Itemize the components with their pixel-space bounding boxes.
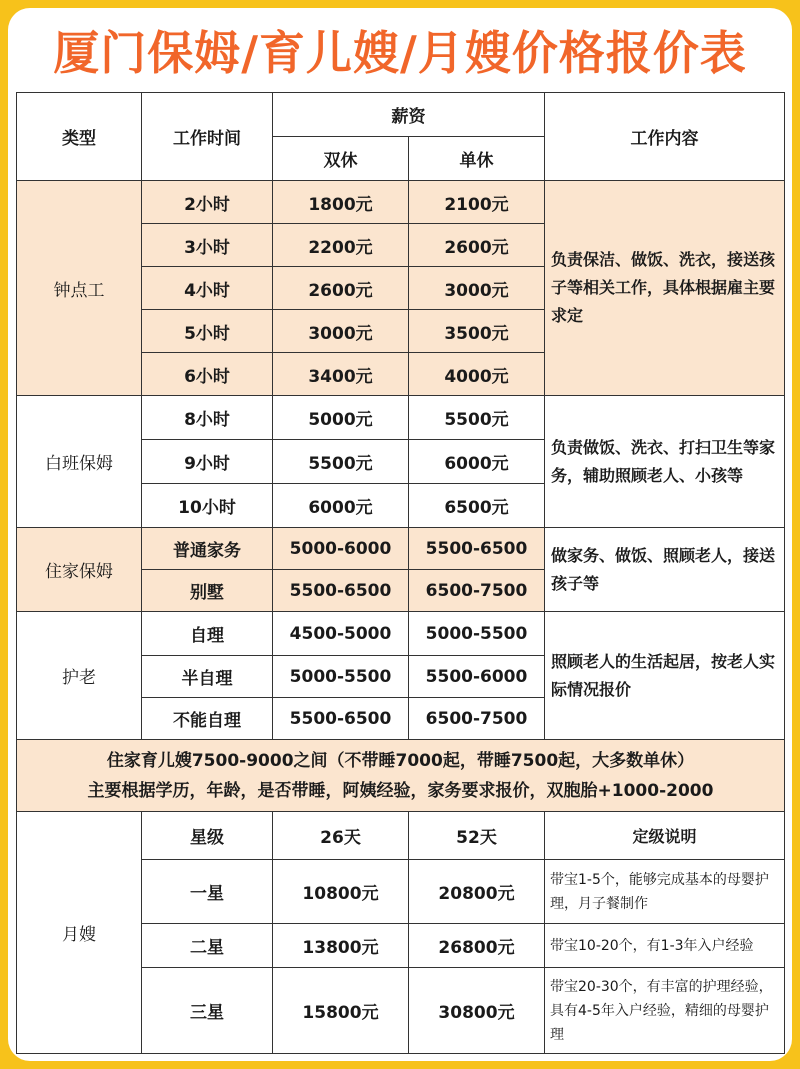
nanny-note-line1: 住家育儿嫂7500-9000之间（不带睡7000起，带睡7500起，大多数单休） — [106, 750, 695, 771]
price-table — [16, 92, 785, 1054]
double-rest-cell: 5000-5500 — [273, 656, 409, 698]
double-rest-cell: 5000元 — [273, 396, 409, 440]
double-rest-cell: 5000-6000 — [273, 528, 409, 570]
header-type: 类型 — [17, 93, 142, 181]
desc-cell: 带宝10-20个，有1-3年入户经验 — [545, 924, 785, 968]
content-elderly: 照顾老人的生活起居，按老人实际情况报价 — [545, 612, 785, 740]
content-hourly: 负责保洁、做饭、洗衣，接送孩子等相关工作，具体根据雇主要求定 — [545, 181, 785, 396]
time-cell: 2小时 — [142, 181, 273, 224]
single-rest-cell: 3500元 — [409, 310, 545, 353]
header-26-days: 26天 — [273, 812, 409, 860]
header-content: 工作内容 — [545, 93, 785, 181]
price-52-cell: 20800元 — [409, 860, 545, 924]
header-row — [17, 93, 785, 137]
level-cell: 一星 — [142, 860, 273, 924]
maternity-header-row — [17, 812, 785, 860]
double-rest-cell: 5500元 — [273, 440, 409, 484]
double-rest-cell: 1800元 — [273, 181, 409, 224]
double-rest-cell: 5500-6500 — [273, 698, 409, 740]
time-cell: 6小时 — [142, 353, 273, 396]
type-daytime: 白班保姆 — [17, 396, 142, 528]
time-cell: 别墅 — [142, 570, 273, 612]
single-rest-cell: 2100元 — [409, 181, 545, 224]
table-row — [17, 612, 785, 656]
level-cell: 二星 — [142, 924, 273, 968]
time-cell: 自理 — [142, 612, 273, 656]
single-rest-cell: 6000元 — [409, 440, 545, 484]
double-rest-cell: 3400元 — [273, 353, 409, 396]
double-rest-cell: 6000元 — [273, 484, 409, 528]
double-rest-cell: 5500-6500 — [273, 570, 409, 612]
time-cell: 5小时 — [142, 310, 273, 353]
desc-cell: 带宝1-5个，能够完成基本的母婴护理，月子餐制作 — [545, 860, 785, 924]
nanny-note — [17, 740, 785, 812]
price-52-cell: 26800元 — [409, 924, 545, 968]
desc-cell: 带宝20-30个，有丰富的护理经验，具有4-5年入户经验，精细的母婴护理 — [545, 968, 785, 1054]
time-cell: 不能自理 — [142, 698, 273, 740]
page-title: 厦门保姆/育儿嫂/月嫂价格报价表 — [53, 26, 747, 80]
double-rest-cell: 2200元 — [273, 224, 409, 267]
type-maternity: 月嫂 — [17, 812, 142, 1054]
single-rest-cell: 6500-7500 — [409, 570, 545, 612]
content-livein: 做家务、做饭、照顾老人，接送孩子等 — [545, 528, 785, 612]
time-cell: 10小时 — [142, 484, 273, 528]
type-livein: 住家保姆 — [17, 528, 142, 612]
header-work-time: 工作时间 — [142, 93, 273, 181]
header-52-days: 52天 — [409, 812, 545, 860]
price-52-cell: 30800元 — [409, 968, 545, 1054]
single-rest-cell: 6500元 — [409, 484, 545, 528]
table-row — [17, 181, 785, 224]
time-cell: 9小时 — [142, 440, 273, 484]
type-elderly: 护老 — [17, 612, 142, 740]
type-hourly: 钟点工 — [17, 181, 142, 396]
time-cell: 普通家务 — [142, 528, 273, 570]
level-cell: 三星 — [142, 968, 273, 1054]
single-rest-cell: 4000元 — [409, 353, 545, 396]
double-rest-cell: 4500-5000 — [273, 612, 409, 656]
content-daytime: 负责做饭、洗衣、打扫卫生等家务，辅助照顾老人、小孩等 — [545, 396, 785, 528]
single-rest-cell: 5500元 — [409, 396, 545, 440]
price-26-cell: 10800元 — [273, 860, 409, 924]
nanny-note-row — [17, 740, 785, 812]
header-desc: 定级说明 — [545, 812, 785, 860]
header-level: 星级 — [142, 812, 273, 860]
header-single-rest: 单休 — [409, 137, 545, 181]
table-row — [17, 396, 785, 440]
price-26-cell: 15800元 — [273, 968, 409, 1054]
time-cell: 4小时 — [142, 267, 273, 310]
time-cell: 8小时 — [142, 396, 273, 440]
single-rest-cell: 5500-6500 — [409, 528, 545, 570]
header-double-rest: 双休 — [273, 137, 409, 181]
single-rest-cell: 2600元 — [409, 224, 545, 267]
price-26-cell: 13800元 — [273, 924, 409, 968]
header-salary: 薪资 — [273, 93, 545, 137]
price-sheet — [8, 8, 792, 1061]
double-rest-cell: 2600元 — [273, 267, 409, 310]
single-rest-cell: 3000元 — [409, 267, 545, 310]
single-rest-cell: 5000-5500 — [409, 612, 545, 656]
single-rest-cell: 5500-6000 — [409, 656, 545, 698]
nanny-note-line2: 主要根据学历，年龄，是否带睡，阿姨经验，家务要求报价，双胞胎+1000-2000 — [87, 780, 714, 801]
single-rest-cell: 6500-7500 — [409, 698, 545, 740]
double-rest-cell: 3000元 — [273, 310, 409, 353]
time-cell: 3小时 — [142, 224, 273, 267]
time-cell: 半自理 — [142, 656, 273, 698]
table-row — [17, 528, 785, 570]
